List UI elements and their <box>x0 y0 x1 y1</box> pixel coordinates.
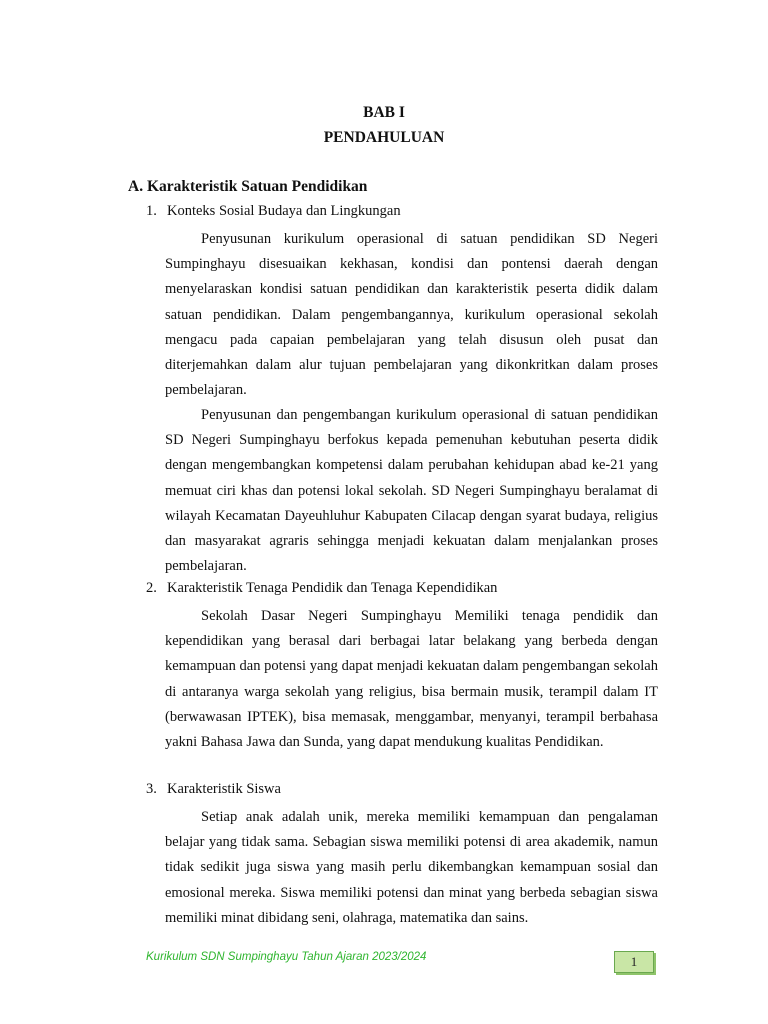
chapter-number: BAB I <box>363 104 405 121</box>
page-number-badge: 1 <box>614 951 654 973</box>
list-item-number: 1. <box>146 203 157 219</box>
list-item-number: 2. <box>146 580 157 596</box>
list-item-title: Konteks Sosial Budaya dan Lingkungan <box>167 203 401 219</box>
chapter-title: PENDAHULUAN <box>323 129 445 146</box>
list-item-2-heading <box>146 580 497 597</box>
paragraph: Setiap anak adalah unik, mereka memiliki kemampuan dan pengalaman belajar yang tidak sama. Sebagian siswa memiliki potensi di area akademik, namun tidak sedikit juga siswa yang masih perlu dikembangkan kemampuan sosial dan emosional mereka. Siswa memiliki potensi dan minat yang berbeda sebagian siswa memiliki minat dibidang seni, olahraga, matematika dan sains. <box>165 809 658 926</box>
list-item-1-heading <box>146 203 401 220</box>
paragraph: Penyusunan kurikulum operasional di satuan pendidikan SD Negeri Sumpinghayu disesuaikan kekhasan, kondisi dan pontensi daerah dengan menyelaraskan kondisi satuan pendidikan dan karakteristik peserta didik dalam satuan pendidikan. Dalam pengembangannya, kurikulum operasional sekolah mengacu pada capaian pembelajaran yang telah disusun oleh pusat dan diterjemahkan dalam alur tujuan pembelajaran yang dikonkritkan dalam proses pembelajaran. <box>165 231 658 399</box>
paragraph: Penyusunan dan pengembangan kurikulum operasional di satuan pendidikan SD Negeri Sumpinghayu berfokus kepada pemenuhan kebutuhan peserta didik dengan mengembangkan kompetensi dalam perubahan kehidupan abad ke-21 yang memuat ciri khas dan potensi lokal sekolah. SD Negeri Sumpinghayu beralamat di wilayah Kecamatan Dayeuhluhur Kabupaten Cilacap dengan syarat budaya, religius dan masyarakat agraris sehingga menjadi kekuatan dalam menjalankan proses pembelajaran. <box>165 407 658 575</box>
list-item-number: 3. <box>146 781 157 797</box>
list-item-title: Karakteristik Tenaga Pendidik dan Tenaga Kependidikan <box>167 580 498 596</box>
list-item-3-heading <box>146 781 281 798</box>
list-item-title: Karakteristik Siswa <box>167 781 281 797</box>
page-footer-text: Kurikulum SDN Sumpinghayu Tahun Ajaran 2023/2024 <box>146 951 427 963</box>
paragraph: Sekolah Dasar Negeri Sumpinghayu Memiliki tenaga pendidik dan kependidikan yang berasal dari berbagai latar belakang yang berbeda dengan kemampuan dan potensi yang dapat menjadi kekuatan dalam pengembangan sekolah di antaranya warga sekolah yang religius, bisa bermain musik, terampil dalam IT (berwawasan IPTEK), bisa memasak, menggambar, menyanyi, terampil berbahasa yakni Bahasa Jawa dan Sunda, yang dapat mendukung kualitas Pendidikan. <box>165 608 658 751</box>
section-heading: A. Karakteristik Satuan Pendidikan <box>128 178 368 195</box>
